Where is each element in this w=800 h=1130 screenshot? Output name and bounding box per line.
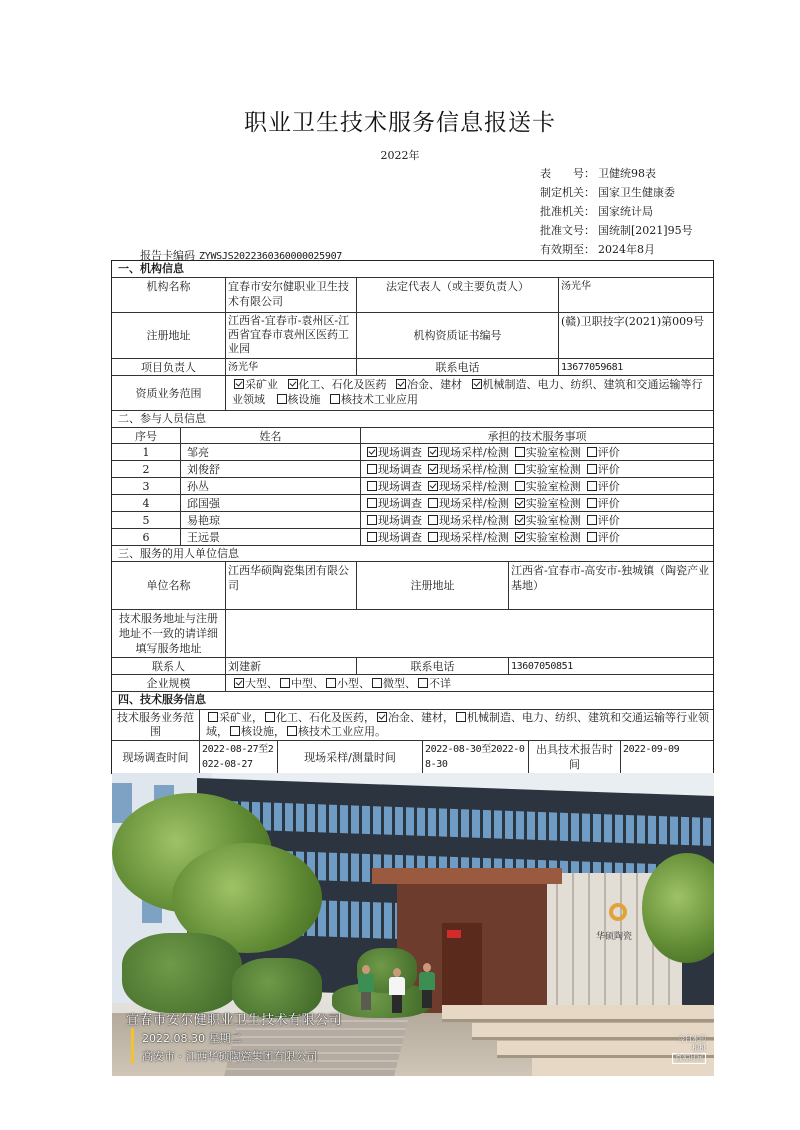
- staff-service-option[interactable]: [426, 514, 509, 527]
- legal-rep-label: 法定代表人（或主要负责人）: [357, 278, 559, 313]
- size-option-medium[interactable]: 中型、: [278, 677, 324, 690]
- staff-service-option[interactable]: [365, 497, 422, 510]
- checkbox-unchecked-icon: [367, 532, 377, 542]
- checkbox-unchecked-icon: [587, 447, 597, 457]
- phone-label: 联系电话: [357, 359, 559, 376]
- checkbox-unchecked-icon: [587, 515, 597, 525]
- staff-row-name: 王远景: [181, 529, 361, 546]
- staff-row-services: [361, 461, 713, 478]
- staff-service-label: 现场采样/检测: [439, 531, 509, 544]
- checkbox-checked-icon: [515, 498, 525, 508]
- watermark-badge-line2: 相机: [692, 1044, 706, 1052]
- scope-option-nuclear-tech[interactable]: 核技术工业应用: [328, 393, 418, 406]
- staff-service-option[interactable]: [585, 463, 620, 476]
- staff-row-no: 6: [112, 529, 181, 546]
- staff-service-label: 实验室检测: [525, 463, 581, 476]
- report-time-label: 出具技术报告时间: [529, 741, 621, 774]
- service-scope-machinery[interactable]: 机械制造、电力、纺织、建筑和交通运输等行业领域，: [206, 711, 709, 738]
- checkbox-checked-icon: [367, 447, 377, 457]
- checkbox-unchecked-icon: [587, 532, 597, 542]
- scope-option-nuclear-facility[interactable]: 核设施: [275, 393, 321, 406]
- staff-service-label: 现场调查: [378, 446, 422, 459]
- photo-entrance-roof: [372, 868, 562, 884]
- checkbox-checked-icon: [428, 481, 438, 491]
- staff-service-option[interactable]: [426, 531, 509, 544]
- photo-person-legs: [392, 995, 402, 1013]
- checkbox-unchecked-icon: [587, 481, 597, 491]
- staff-service-option[interactable]: [365, 446, 422, 459]
- checkbox-unchecked-icon: [277, 394, 287, 404]
- staff-service-option[interactable]: [585, 480, 620, 493]
- staff-row-name: 刘俊舒: [181, 461, 361, 478]
- sampling-time-label: 现场采样/测量时间: [278, 741, 423, 774]
- staff-service-option[interactable]: [585, 514, 620, 527]
- checkbox-unchecked-icon: [418, 678, 428, 688]
- photo-person-shirt: [358, 974, 374, 992]
- staff-row-services: [361, 444, 713, 461]
- staff-service-option[interactable]: [513, 463, 581, 476]
- staff-service-label: 现场调查: [378, 497, 422, 510]
- staff-service-label: 实验室检测: [525, 446, 581, 459]
- section4-title: 四、技术服务信息: [112, 692, 713, 710]
- staff-service-option[interactable]: [365, 514, 422, 527]
- photo-person-shirt: [419, 972, 435, 990]
- staff-service-label: 现场调查: [378, 480, 422, 493]
- staff-row-no: 4: [112, 495, 181, 512]
- checkbox-unchecked-icon: [367, 481, 377, 491]
- watermark-camera-badge: [672, 1035, 706, 1064]
- form-meta: [540, 164, 693, 259]
- sampling-time-value: 2022-08-30至2022-08-30: [423, 741, 529, 774]
- checkbox-unchecked-icon: [265, 712, 275, 722]
- scope-option-mining[interactable]: 采矿业: [232, 378, 278, 391]
- staff-service-label: 现场采样/检测: [439, 497, 509, 510]
- scope-option-machinery[interactable]: 机械制造、电力、纺织、建筑和交通运输等行业领域: [232, 378, 703, 406]
- photo-person-shirt: [389, 977, 405, 995]
- report-code: 报告卡编码 ZYWSJS2022360360000025907: [140, 249, 343, 262]
- org-name-label: 机构名称: [112, 278, 226, 313]
- reg-address-label: 注册地址: [112, 313, 226, 359]
- watermark-date: 2022.08.30 星期二: [142, 1032, 242, 1045]
- checkbox-unchecked-icon: [428, 498, 438, 508]
- checkbox-unchecked-icon: [515, 447, 525, 457]
- staff-row-name: 邹亮: [181, 444, 361, 461]
- cert-no-label: 机构资质证书编号: [357, 313, 559, 359]
- service-scope-mining[interactable]: 采矿业，: [206, 711, 263, 724]
- service-scope-label: 技术服务业务范围: [112, 710, 200, 741]
- checkbox-unchecked-icon: [330, 394, 340, 404]
- unit-reg-address-value: 江西省-宜春市-高安市-独城镇（陶瓷产业基地）: [509, 562, 713, 610]
- scope-option-chemical[interactable]: 化工、石化及医药: [286, 378, 387, 391]
- size-option-unknown[interactable]: 不详: [416, 677, 451, 690]
- checkbox-unchecked-icon: [372, 678, 382, 688]
- photo-person-head: [423, 963, 431, 972]
- reg-address-value: 江西省-宜春市-袁州区-江西省宜春市袁州区医药工业园: [226, 313, 357, 359]
- checkbox-checked-icon: [234, 379, 244, 389]
- staff-row-name: 邱国强: [181, 495, 361, 512]
- size-option-micro[interactable]: 微型、: [370, 677, 416, 690]
- phone-value: 13677059681: [559, 359, 713, 376]
- unit-name-value: 江西华硕陶瓷集团有限公司: [226, 562, 357, 610]
- service-address-label: 技术服务地址与注册地址不一致的请详细填写服务地址: [112, 610, 226, 658]
- staff-service-option[interactable]: [426, 497, 509, 510]
- staff-service-option[interactable]: [585, 446, 620, 459]
- staff-service-option[interactable]: [585, 531, 620, 544]
- staff-service-label: 实验室检测: [525, 531, 581, 544]
- size-option-large[interactable]: 大型、: [232, 677, 278, 690]
- checkbox-unchecked-icon: [428, 532, 438, 542]
- checkbox-unchecked-icon: [515, 481, 525, 491]
- checkbox-unchecked-icon: [587, 498, 597, 508]
- report-year: 2022年: [380, 149, 420, 162]
- staff-service-option[interactable]: [426, 463, 509, 476]
- checkbox-checked-icon: [428, 447, 438, 457]
- staff-service-label: 现场采样/检测: [439, 480, 509, 493]
- staff-service-option[interactable]: [513, 514, 581, 527]
- sun-logo-icon: [609, 903, 627, 921]
- staff-service-option[interactable]: [365, 463, 422, 476]
- size-option-small[interactable]: 小型、: [324, 677, 370, 690]
- staff-service-label: 评价: [597, 480, 620, 493]
- legal-rep-value: 汤光华: [559, 278, 713, 313]
- checkbox-unchecked-icon: [515, 464, 525, 474]
- service-scope-options: [200, 710, 713, 741]
- unit-reg-address-label: 注册地址: [357, 562, 509, 610]
- contact-value: 刘建新: [226, 658, 357, 675]
- staff-row-name: 孙丛: [181, 478, 361, 495]
- meta-approval-no: 批准文号： 国统制[2021]95号: [540, 224, 693, 237]
- qualification-scope-label: 资质业务范围: [112, 376, 226, 411]
- survey-time-label: 现场调查时间: [112, 741, 200, 774]
- staff-row-services: [361, 529, 713, 546]
- staff-service-label: 现场采样/检测: [439, 463, 509, 476]
- section2-title: 二、参与人员信息: [112, 411, 713, 428]
- checkbox-checked-icon: [472, 379, 482, 389]
- enterprise-size-label: 企业规模: [112, 675, 226, 692]
- watermark-accent-bar: [131, 1028, 134, 1064]
- staff-service-option[interactable]: [513, 480, 581, 493]
- staff-service-label: 实验室检测: [525, 480, 581, 493]
- staff-service-option[interactable]: [513, 497, 581, 510]
- checkbox-checked-icon: [396, 379, 406, 389]
- meta-valid-until: 有效期至： 2024年8月: [540, 243, 655, 256]
- checkbox-unchecked-icon: [280, 678, 290, 688]
- photo-person: [389, 968, 405, 1013]
- col-header-name: 姓名: [181, 428, 361, 444]
- report-time-value: 2022-09-09: [623, 744, 680, 755]
- enterprise-size-options: [226, 675, 713, 692]
- qualification-scope-options: [226, 376, 713, 411]
- checkbox-unchecked-icon: [428, 515, 438, 525]
- staff-row-services: [361, 495, 713, 512]
- staff-service-label: 现场调查: [378, 531, 422, 544]
- photo-person: [419, 963, 435, 1008]
- checkbox-unchecked-icon: [326, 678, 336, 688]
- photo-hedge: [122, 933, 242, 1013]
- watermark-badge-line1: 今日水印: [678, 1035, 706, 1043]
- checkbox-checked-icon: [428, 464, 438, 474]
- staff-service-option[interactable]: [585, 497, 620, 510]
- report-table: [111, 260, 714, 774]
- unit-phone-label: 联系电话: [357, 658, 509, 675]
- checkbox-checked-icon: [234, 678, 244, 688]
- staff-row-no: 5: [112, 512, 181, 529]
- org-name-value: 宜春市安尔健职业卫生技术有限公司: [226, 278, 357, 313]
- checkbox-unchecked-icon: [367, 498, 377, 508]
- section1-title: 一、机构信息: [112, 261, 713, 278]
- staff-service-label: 评价: [597, 446, 620, 459]
- checkbox-unchecked-icon: [456, 712, 466, 722]
- staff-service-label: 现场采样/检测: [439, 446, 509, 459]
- project-lead-value: 汤光华: [226, 359, 357, 376]
- checkbox-unchecked-icon: [587, 464, 597, 474]
- col-header-services: 承担的技术服务事项: [361, 428, 713, 444]
- checkbox-unchecked-icon: [287, 726, 297, 736]
- service-address-value: [226, 610, 713, 658]
- staff-service-option[interactable]: [365, 531, 422, 544]
- photo-slab: [442, 1005, 714, 1022]
- survey-time-value: 2022-08-27至2022-08-27: [200, 741, 278, 774]
- staff-row-no: 1: [112, 444, 181, 461]
- page-title: 职业卫生技术服务信息报送卡: [244, 110, 556, 136]
- staff-row-name: 易艳琼: [181, 512, 361, 529]
- checkbox-unchecked-icon: [367, 515, 377, 525]
- staff-row-services: [361, 478, 713, 495]
- meta-form-no: 表 号： 卫健统98表: [540, 167, 656, 180]
- staff-service-option[interactable]: [513, 446, 581, 459]
- project-lead-label: 项目负责人: [112, 359, 226, 376]
- meta-issuer: 制定机关： 国家卫生健康委: [540, 186, 675, 199]
- photo-person-legs: [361, 992, 371, 1010]
- staff-service-label: 实验室检测: [525, 514, 581, 527]
- scope-option-metallurgy[interactable]: 冶金、建材: [394, 378, 462, 391]
- checkbox-checked-icon: [515, 515, 525, 525]
- col-header-no: 序号: [112, 428, 181, 444]
- staff-service-label: 现场调查: [378, 514, 422, 527]
- photo-sign-text: 华硕陶瓷: [596, 932, 633, 942]
- checkbox-checked-icon: [288, 379, 298, 389]
- staff-service-option[interactable]: [513, 531, 581, 544]
- photo-window-band: [197, 800, 714, 846]
- photo-person-legs: [422, 990, 432, 1008]
- watermark-badge-line3: 真实时间: [672, 1053, 706, 1064]
- staff-service-label: 评价: [597, 531, 620, 544]
- staff-service-option[interactable]: [426, 446, 509, 459]
- service-scope-nuclear-tech[interactable]: 核技术工业应用。: [285, 725, 386, 738]
- photo-person: [358, 965, 374, 1010]
- section3-title: 三、服务的用人单位信息: [112, 546, 713, 562]
- staff-service-label: 现场采样/检测: [439, 514, 509, 527]
- staff-service-option[interactable]: [426, 480, 509, 493]
- contact-label: 联系人: [112, 658, 226, 675]
- checkbox-checked-icon: [377, 712, 387, 722]
- staff-service-label: 实验室检测: [525, 497, 581, 510]
- watermark-company: 宜春市安尔健职业卫生技术有限公司: [126, 1013, 343, 1028]
- staff-service-label: 现场调查: [378, 463, 422, 476]
- staff-service-label: 评价: [597, 514, 620, 527]
- site-photo: [112, 773, 714, 1076]
- service-scope-nuclear-facility[interactable]: 核设施，: [228, 725, 285, 738]
- staff-row-services: [361, 512, 713, 529]
- checkbox-checked-icon: [515, 532, 525, 542]
- staff-service-label: 评价: [597, 497, 620, 510]
- checkbox-unchecked-icon: [230, 726, 240, 736]
- staff-row-no: 3: [112, 478, 181, 495]
- staff-service-option[interactable]: [365, 480, 422, 493]
- staff-row-no: 2: [112, 461, 181, 478]
- meta-approver: 批准机关： 国家统计局: [540, 205, 653, 218]
- checkbox-unchecked-icon: [367, 464, 377, 474]
- unit-name-label: 单位名称: [112, 562, 226, 610]
- service-scope-chemical[interactable]: 化工、石化及医药，: [263, 711, 375, 724]
- photo-exit-sign: [447, 930, 461, 938]
- staff-service-label: 评价: [597, 463, 620, 476]
- photo-person-head: [393, 968, 401, 977]
- service-scope-metallurgy[interactable]: 冶金、建材，: [375, 711, 454, 724]
- unit-phone-value: 13607050851: [509, 658, 713, 675]
- watermark-location: 高安市 · 江西华硕陶瓷集团有限公司: [142, 1050, 318, 1063]
- cert-no-value: (赣)卫职技字(2021)第009号: [559, 313, 713, 359]
- checkbox-unchecked-icon: [208, 712, 218, 722]
- photo-person-head: [362, 965, 370, 974]
